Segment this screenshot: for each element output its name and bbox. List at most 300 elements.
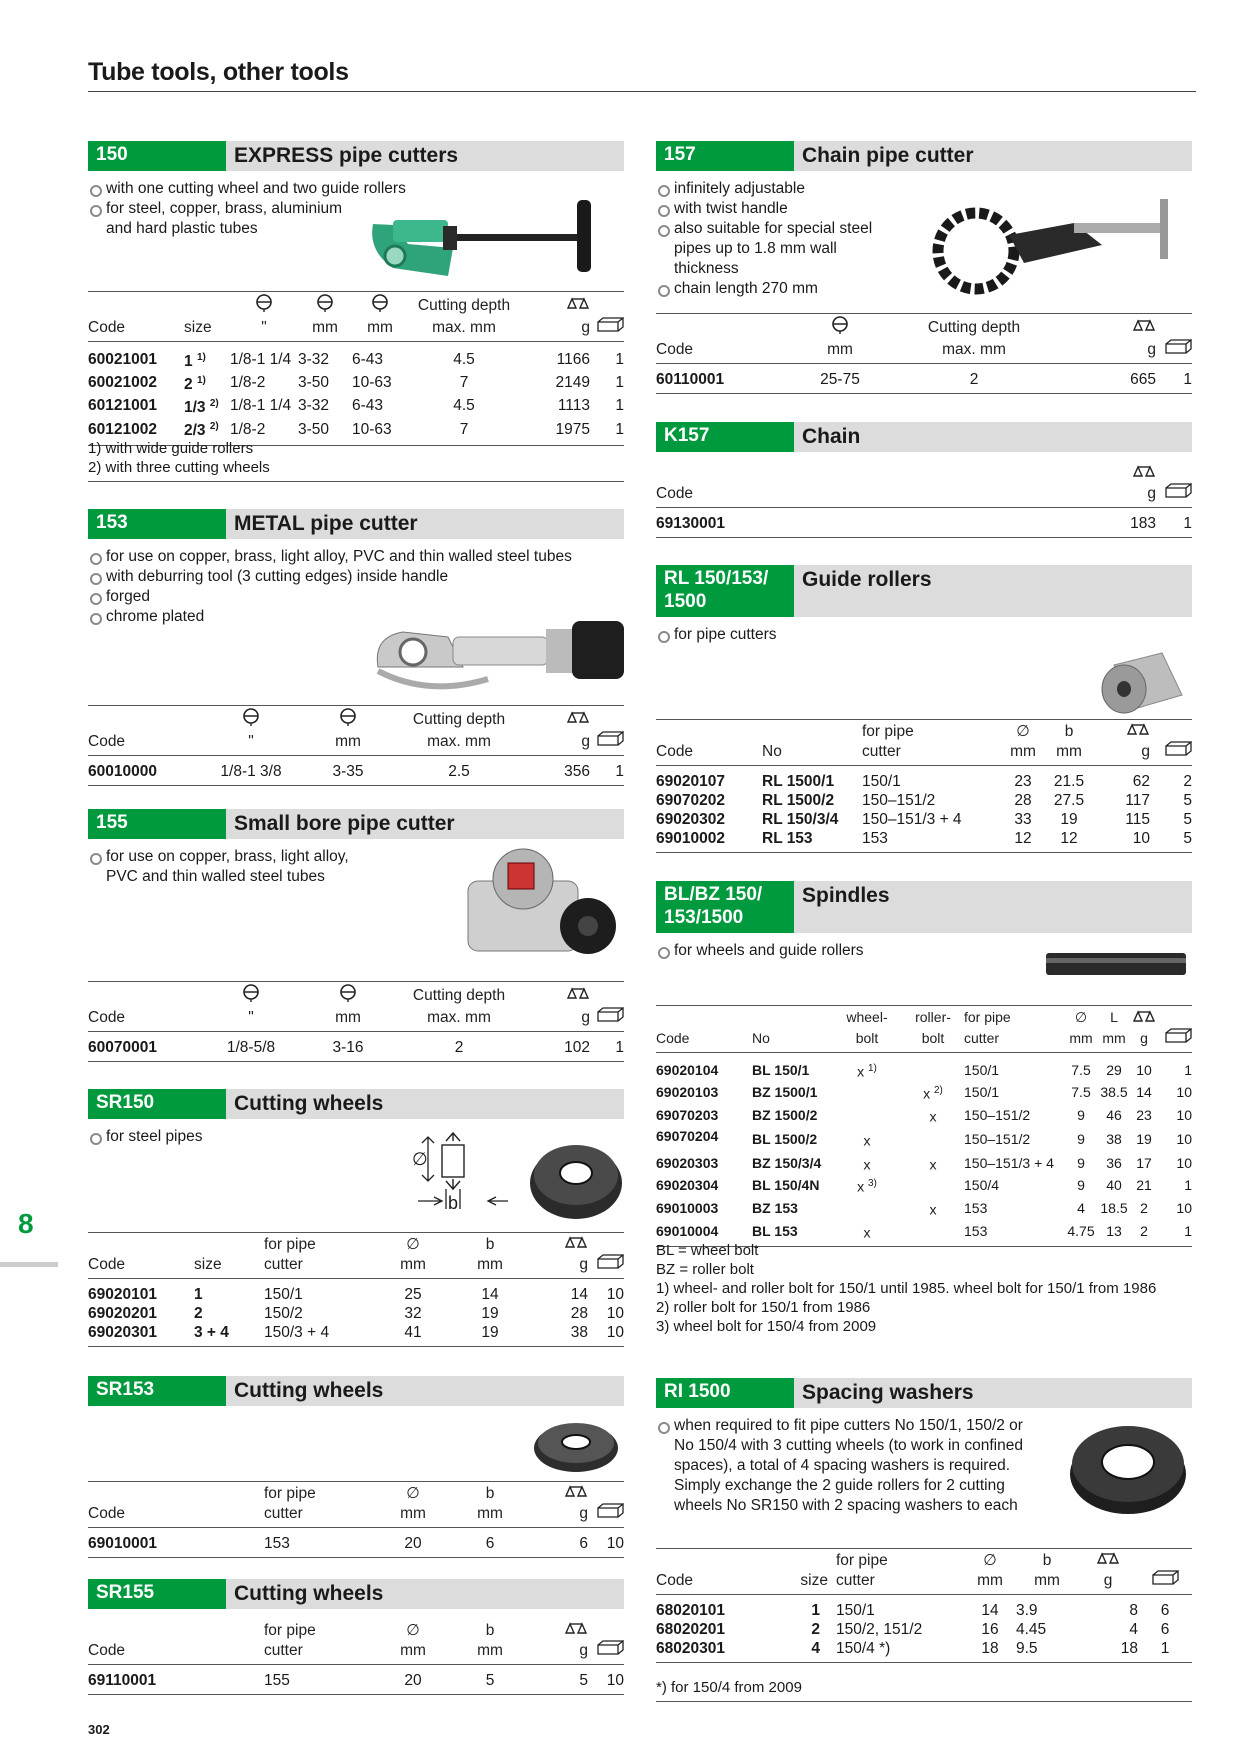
col-header: Cutting depth	[412, 711, 506, 728]
col-header: Cutting depth	[927, 319, 1021, 336]
feature-list	[656, 179, 896, 299]
section-code: 155	[88, 809, 226, 839]
pipe-diameter-icon	[337, 984, 359, 1007]
col-header: mm	[352, 317, 408, 342]
col-header: bolt	[902, 1028, 964, 1053]
cell: 10	[588, 1528, 624, 1558]
table-row	[656, 1174, 1192, 1197]
cell: RL 150/3/4	[762, 811, 839, 829]
cell: 6-43	[352, 397, 384, 415]
cell: 6	[450, 1528, 530, 1558]
col-header: g	[1060, 483, 1156, 508]
section-header	[88, 1579, 624, 1609]
cell: 4.45	[1016, 1621, 1047, 1639]
feature-item: for wheels and guide rollers	[656, 941, 1192, 961]
table-row	[656, 1620, 1192, 1639]
cell: 9	[1077, 1130, 1085, 1147]
product-table	[656, 1548, 1192, 1663]
guide-roller-image	[1096, 647, 1188, 727]
section-code: SR153	[88, 1376, 226, 1406]
cell: x	[929, 1156, 937, 1173]
packaging-icon	[1164, 483, 1192, 504]
cell: 102	[518, 1032, 590, 1062]
cell: 153	[964, 1220, 1064, 1247]
cell: 150/1	[264, 1286, 303, 1304]
footnotes	[656, 1241, 1192, 1336]
chapter-tab-number: 8	[18, 1208, 34, 1239]
section-header	[88, 141, 624, 171]
feature-item: when required to fit pipe cutters No 150/1, 150/2 or No 150/4 with 3 cutting wheels (to work in confined spaces), a total of 4 spacing washers is required. Simply exchange the 2 guide rollers for 2 cutting wheels No SR150 with 2 spacing washers to each	[656, 1416, 1046, 1516]
col-header: No	[752, 1028, 832, 1053]
cell: 10	[588, 1665, 624, 1695]
table-row	[656, 364, 1192, 394]
col-header: size	[194, 1254, 264, 1279]
chapter-tab-bar	[0, 1262, 58, 1267]
section-code: BL/BZ 150/ 153/1500	[656, 881, 794, 933]
cell: 153	[264, 1528, 376, 1558]
cell: 150/2	[264, 1305, 303, 1323]
cell: 1	[1184, 1061, 1192, 1078]
cell: 4	[762, 1639, 836, 1663]
cell: 6	[1160, 1621, 1170, 1639]
table-row	[656, 508, 1192, 538]
cell: 60121001	[88, 397, 157, 415]
cell: 1	[811, 1602, 820, 1620]
pipe-diameter-icon	[240, 984, 262, 1007]
cell: 21	[1136, 1177, 1152, 1194]
cell: 356	[518, 756, 590, 786]
footnote-ref: 1)	[196, 352, 206, 363]
section-name: Guide rollers	[802, 568, 932, 591]
weight-icon	[566, 296, 590, 315]
col-header: Code	[656, 741, 762, 766]
section-sr155	[88, 1579, 624, 1690]
cell: RL 1500/2	[762, 792, 835, 810]
cell: 68020301	[656, 1639, 762, 1663]
cell: 2	[184, 376, 193, 394]
section-header	[88, 1089, 624, 1119]
table-row	[88, 1279, 624, 1305]
footnotes	[656, 1678, 1192, 1702]
feature-list	[656, 625, 1192, 645]
col-header: b	[1042, 1552, 1052, 1570]
cell: 1	[184, 353, 193, 371]
col-header: for pipe	[264, 1236, 316, 1254]
cell: 10	[606, 1305, 624, 1323]
cell: 1	[1156, 508, 1192, 538]
cell: 69020303	[656, 1154, 719, 1171]
col-header: L	[1110, 1009, 1118, 1026]
feature-item: with one cutting wheel and two guide rollers	[88, 179, 624, 199]
col-header: Code	[88, 1254, 194, 1279]
cell: x	[857, 1063, 865, 1080]
section-name: Spindles	[802, 884, 890, 907]
cell: 150–151/2	[964, 1106, 1031, 1123]
cell: 5	[530, 1665, 588, 1695]
col-header: "	[206, 731, 296, 756]
col-header: Code	[656, 1028, 752, 1053]
cell: BZ 153	[752, 1199, 798, 1216]
col-header: mm	[296, 1007, 400, 1032]
feature-item: for steel, copper, brass, aluminium and hard plastic tubes	[88, 199, 358, 239]
cell: 665	[1060, 364, 1156, 394]
cell: 69010004	[656, 1220, 752, 1247]
cell: 150/1	[964, 1061, 1000, 1078]
cell: 21.5	[1053, 773, 1085, 791]
cell: 4	[1077, 1199, 1085, 1216]
footnotes	[88, 439, 624, 482]
section-sr153	[88, 1376, 624, 1553]
col-header: Code	[656, 339, 792, 364]
cell: 8	[1129, 1602, 1138, 1620]
cell: 12	[1002, 829, 1044, 853]
section-code: RI 1500	[656, 1378, 794, 1408]
section-code: 153	[88, 509, 226, 539]
table-row	[656, 1639, 1192, 1663]
col-header: ∅	[406, 1485, 420, 1503]
cutting-wheel-image	[528, 1137, 624, 1223]
packaging-icon	[596, 1254, 624, 1275]
cell: 4.5	[453, 351, 475, 369]
section-code: SR155	[88, 1579, 226, 1609]
cell: 10	[1094, 829, 1150, 853]
cell: 153	[862, 829, 1002, 853]
feature-item: for use on copper, brass, light alloy, PVC and thin walled steel tubes	[88, 547, 624, 567]
cell: RL 153	[762, 829, 862, 853]
packaging-icon	[596, 317, 624, 338]
cell: 62	[1132, 773, 1150, 791]
cell: 1	[615, 374, 624, 392]
cell: 19	[1060, 811, 1078, 829]
section-header	[88, 1376, 624, 1406]
section-header	[88, 509, 624, 539]
cell: 7.5	[1071, 1084, 1091, 1101]
col-header: g	[1060, 339, 1156, 364]
cell: 60110001	[656, 364, 792, 394]
product-table	[656, 719, 1192, 853]
section-k157	[656, 422, 1192, 533]
cell: 14	[570, 1286, 588, 1304]
chain-pipe-cutter-image	[924, 193, 1188, 301]
weight-icon	[564, 1235, 588, 1254]
cell: 4	[1129, 1621, 1138, 1639]
feature-item: chrome plated	[88, 607, 624, 627]
col-header: b	[1064, 723, 1074, 741]
cell: 20	[376, 1665, 450, 1695]
pipe-diameter-icon	[253, 294, 275, 317]
table-row	[656, 1197, 1192, 1220]
col-header: "	[206, 1007, 296, 1032]
col-header: ∅	[1016, 723, 1030, 741]
cell: 5	[1183, 792, 1192, 810]
pipe-diameter-icon	[369, 294, 391, 317]
pipe-diameter-icon	[240, 708, 262, 731]
weight-icon	[564, 1484, 588, 1503]
product-table	[88, 705, 624, 786]
product-table	[88, 1481, 624, 1558]
cell: 2149	[555, 374, 590, 392]
product-table	[88, 1232, 624, 1347]
cell: 69020107	[656, 773, 725, 791]
packaging-icon	[596, 731, 624, 752]
col-header: cutter	[964, 1028, 1064, 1053]
table-row	[88, 342, 624, 372]
cell: 10	[588, 1323, 624, 1347]
cell: 32	[404, 1305, 422, 1323]
product-table	[88, 981, 624, 1062]
cell: 1	[1138, 1639, 1192, 1663]
section-name: EXPRESS pipe cutters	[234, 144, 459, 167]
cell: 1/8-5/8	[206, 1032, 296, 1062]
spindle-image	[1042, 949, 1190, 979]
cell: 33	[1014, 811, 1032, 829]
feature-item: forged	[88, 587, 624, 607]
cell: 150–151/2	[964, 1130, 1031, 1147]
table-row	[656, 791, 1192, 810]
cell: 10	[1176, 1106, 1192, 1123]
product-table	[88, 1619, 624, 1695]
col-header: b	[485, 1622, 495, 1640]
cell: 28	[1014, 792, 1032, 810]
section-bl-bz	[656, 881, 1192, 1335]
table-row	[656, 1104, 1192, 1127]
cell: 13	[1098, 1220, 1130, 1247]
cell: 6-43	[352, 351, 384, 369]
col-header: ∅	[1074, 1009, 1088, 1026]
cell: 17	[1136, 1154, 1152, 1171]
footnote: 1) with wide guide rollers	[88, 440, 254, 457]
table-row	[88, 1032, 624, 1062]
cell: 3-50	[298, 417, 352, 445]
cell: 3.9	[1016, 1602, 1038, 1620]
cell: 38	[1106, 1130, 1122, 1147]
packaging-icon	[1164, 339, 1192, 360]
cell: 14	[981, 1602, 999, 1620]
feature-item: chain length 270 mm	[656, 279, 896, 299]
cell: 3-32	[298, 397, 330, 415]
cell: 38	[530, 1323, 588, 1347]
weight-icon	[566, 710, 590, 729]
col-header: bolt	[832, 1028, 902, 1053]
cell: 6	[530, 1528, 588, 1558]
section-name: Cutting wheels	[234, 1379, 384, 1402]
cell: 29	[1106, 1061, 1122, 1078]
cell: 5	[450, 1665, 530, 1695]
cell: BL 1500/2	[752, 1130, 818, 1147]
cell: 3-16	[296, 1032, 400, 1062]
table-row	[656, 766, 1192, 792]
col-header: for pipe	[862, 723, 914, 741]
cell: x	[863, 1132, 871, 1149]
small-bore-pipe-cutter-image	[448, 841, 618, 971]
cell: BL 153	[752, 1220, 832, 1247]
packaging-icon	[596, 1503, 624, 1524]
col-header: mm	[1016, 1570, 1078, 1595]
footnote: BL = wheel bolt	[656, 1242, 759, 1259]
col-header: "	[230, 317, 298, 342]
section-rl	[656, 565, 1192, 848]
col-header: Cutting depth	[417, 297, 511, 314]
table-row	[656, 1595, 1192, 1621]
weight-icon	[564, 1621, 588, 1640]
cell: 23	[1014, 773, 1032, 791]
cell: 6	[1160, 1602, 1170, 1620]
cell: 60021001	[88, 351, 157, 369]
page-title: Tube tools, other tools	[88, 58, 1196, 92]
footnote: 2) with three cutting wheels	[88, 459, 270, 476]
cell: 69130001	[656, 508, 1060, 538]
feature-item: for steel pipes	[88, 1127, 624, 1147]
col-header: max. mm	[400, 1007, 518, 1032]
cell: 1	[615, 397, 624, 415]
cell: 10-63	[352, 417, 408, 445]
cell: 2.5	[400, 756, 518, 786]
col-header: size	[184, 317, 230, 342]
table-row	[656, 1081, 1192, 1104]
col-header: mm	[1002, 741, 1044, 766]
cell: 60010000	[88, 756, 206, 786]
col-header: cutter	[836, 1570, 964, 1595]
col-header: mm	[1064, 1028, 1098, 1053]
col-header: mm	[450, 1640, 530, 1665]
col-header: mm	[1098, 1028, 1130, 1053]
packaging-icon	[596, 1007, 624, 1028]
section-header	[656, 422, 1192, 452]
cell: 1	[590, 417, 624, 445]
cell: 10	[1136, 1061, 1152, 1078]
cell: 69020301	[88, 1323, 194, 1347]
col-header: mm	[376, 1254, 450, 1279]
footnote-ref: 2)	[933, 1085, 943, 1097]
cell: 1	[1184, 1177, 1192, 1194]
cell: 3-32	[298, 351, 330, 369]
cell: 7	[408, 417, 520, 445]
col-header: mm	[296, 731, 400, 756]
cell: 1	[590, 1032, 624, 1062]
cell: 153	[964, 1199, 988, 1216]
table-row	[656, 1127, 1192, 1152]
cell: x	[923, 1086, 931, 1103]
col-header: size	[762, 1570, 836, 1595]
cell: 60070001	[88, 1032, 206, 1062]
cell: x	[929, 1201, 937, 1218]
cell: 69070203	[656, 1106, 719, 1123]
diameter-label: ∅	[412, 1149, 428, 1169]
cell: 41	[376, 1323, 450, 1347]
cell: 150/3 + 4	[264, 1323, 376, 1347]
cell: 28	[570, 1305, 588, 1323]
cell: 150/2, 151/2	[836, 1621, 923, 1639]
table-row	[88, 1528, 624, 1558]
col-header: cutter	[264, 1640, 376, 1665]
col-header: mm	[792, 339, 888, 364]
packaging-icon	[596, 1640, 624, 1661]
cell: 27.5	[1053, 792, 1085, 810]
cell: 1/8-2	[230, 417, 298, 445]
col-header: g	[1094, 741, 1150, 766]
cell: 68020201	[656, 1621, 725, 1639]
cell: 1	[615, 351, 624, 369]
cell: 20	[376, 1528, 450, 1558]
cell: 10	[1176, 1130, 1192, 1147]
cell: BL 150/1	[752, 1061, 810, 1078]
section-sr150	[88, 1089, 624, 1342]
cell: 155	[264, 1665, 376, 1695]
col-header: mm	[1044, 741, 1094, 766]
cell: 23	[1136, 1106, 1152, 1123]
cell: 117	[1125, 792, 1150, 810]
cell: x	[863, 1156, 871, 1173]
cell: 150/1	[862, 773, 901, 791]
cell: 18	[964, 1639, 1016, 1663]
cell: 25	[404, 1286, 422, 1304]
section-header	[656, 565, 1192, 617]
cell: 7.5	[1071, 1061, 1091, 1078]
cell: 183	[1060, 508, 1156, 538]
cell: 150/1	[964, 1084, 1000, 1101]
cell: 10-63	[352, 374, 392, 392]
weight-icon	[1132, 464, 1156, 483]
packaging-icon	[1164, 1028, 1192, 1049]
section-header	[656, 881, 1192, 933]
cell: x	[929, 1108, 937, 1125]
weight-icon	[1132, 318, 1156, 337]
section-name: METAL pipe cutter	[234, 512, 418, 535]
cell: 46	[1106, 1106, 1122, 1123]
section-150	[88, 141, 624, 476]
cell: 69020302	[656, 811, 725, 829]
packaging-icon	[1164, 741, 1192, 762]
cell: 150–151/2	[862, 792, 936, 810]
cell: 1166	[556, 351, 590, 369]
footnote-ref: 2)	[209, 421, 219, 433]
cell: 69070202	[656, 792, 725, 810]
footnote: BZ = roller bolt	[656, 1261, 754, 1278]
cell: 5	[1183, 811, 1192, 829]
col-header: g	[530, 1503, 588, 1528]
col-header: wheel-	[846, 1009, 888, 1026]
cell: 1/8-1 1/4	[230, 351, 292, 369]
col-header: mm	[964, 1570, 1016, 1595]
cell: 115	[1125, 811, 1150, 829]
footnote-ref: 1)	[867, 1062, 877, 1074]
col-header: g	[530, 1254, 588, 1279]
cell: 38.5	[1100, 1084, 1128, 1101]
cell: 2	[194, 1305, 203, 1323]
cell: 1	[1156, 364, 1192, 394]
col-header: cutter	[264, 1503, 376, 1528]
cell: 69020101	[88, 1286, 157, 1304]
table-row	[88, 1323, 624, 1347]
col-header: g	[520, 317, 590, 342]
feature-item: for pipe cutters	[656, 625, 1192, 645]
cell: 1/3	[184, 399, 206, 417]
cell: 25-75	[792, 364, 888, 394]
cell: 40	[1106, 1177, 1122, 1194]
cell: 60021002	[88, 374, 157, 392]
cell: 19	[1136, 1130, 1152, 1147]
table-row	[88, 756, 624, 786]
cell: 150/4	[964, 1177, 1000, 1194]
cell: 69020304	[656, 1177, 719, 1194]
col-header: b	[485, 1485, 495, 1503]
weight-icon	[566, 986, 590, 1005]
cell: 7	[459, 374, 469, 392]
col-header: for pipe	[264, 1485, 316, 1503]
table-row	[88, 371, 624, 394]
section-code: 150	[88, 141, 226, 171]
cutting-wheel-diagram	[410, 1131, 510, 1221]
